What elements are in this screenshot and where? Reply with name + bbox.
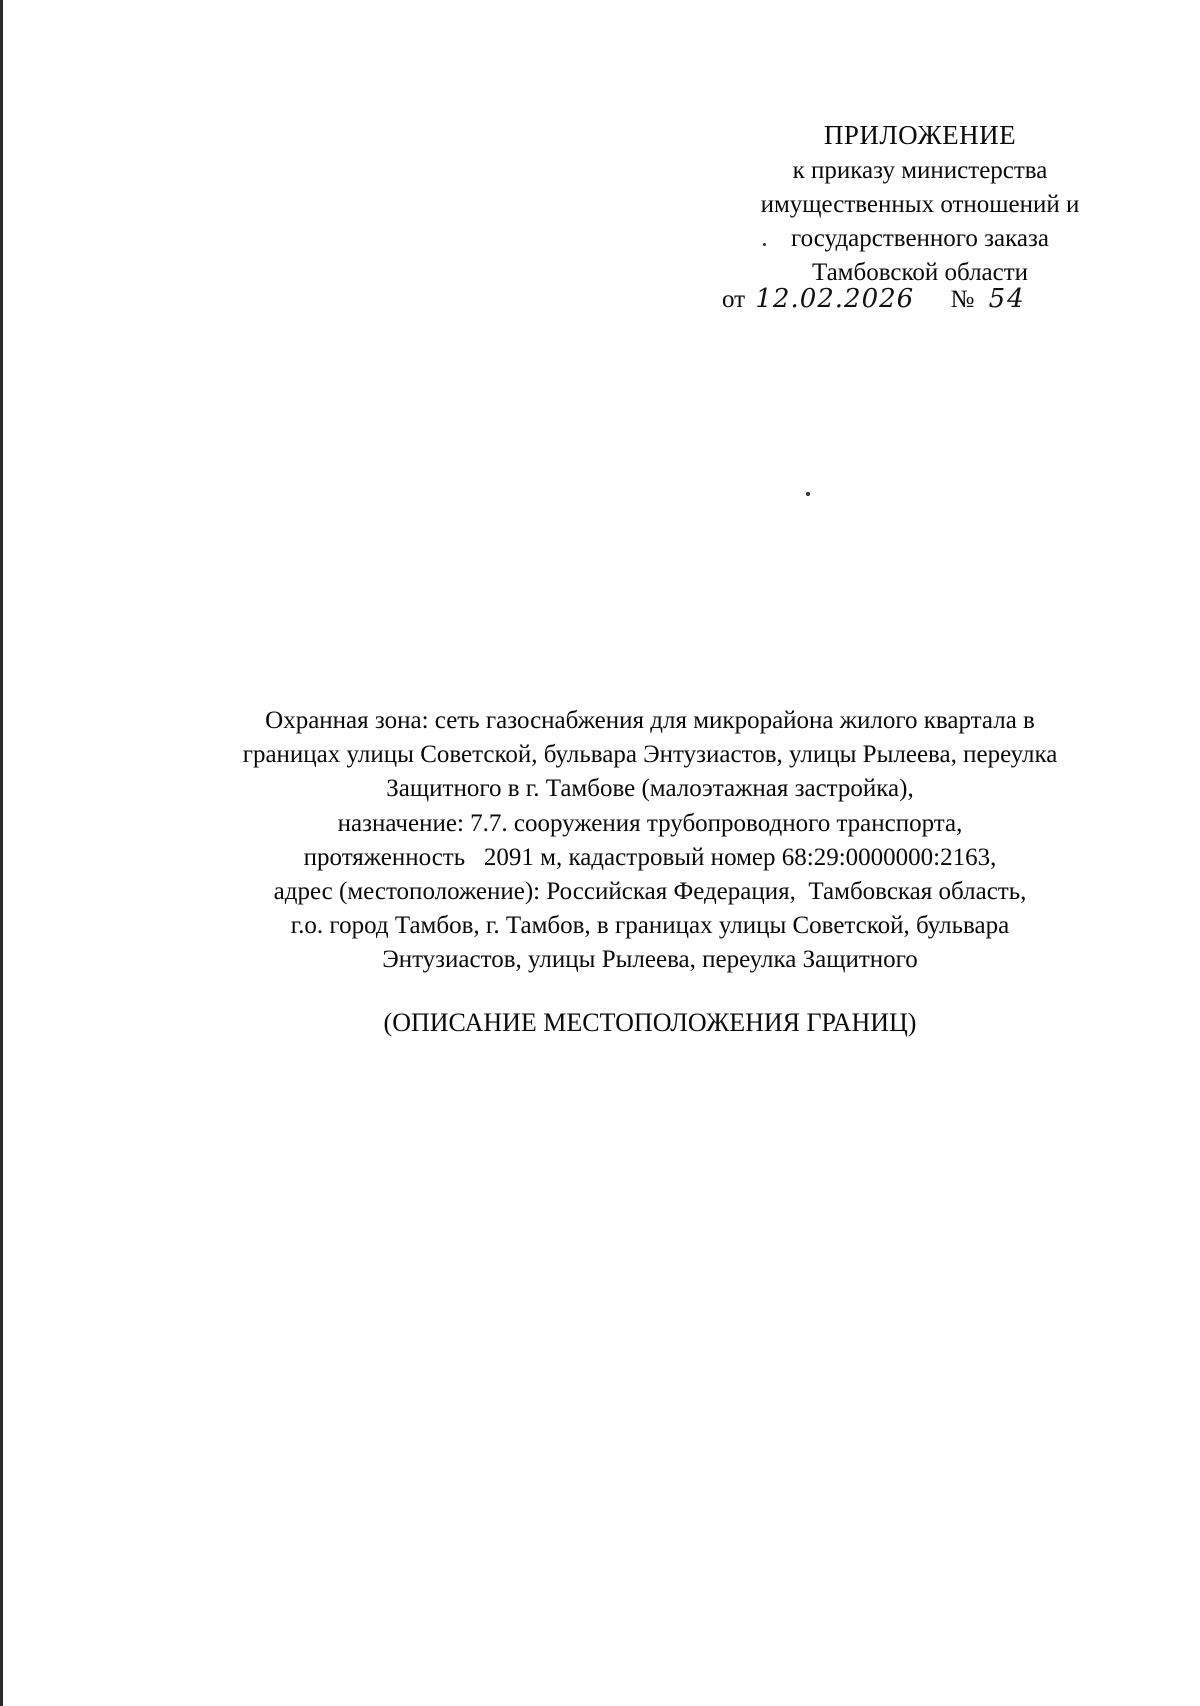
description-line: границах улицы Советской, бульвара Энтузиастов, улицы Рылеева, переулка	[242, 741, 1058, 769]
description-line: Энтузиастов, улицы Рылеева, переулка Защитного	[382, 946, 918, 974]
description-line: г.о. город Тамбов, г. Тамбов, в границах улицы Советской, бульвара	[290, 912, 1010, 940]
scan-speck	[806, 492, 810, 496]
description-line: протяженность 2091 м, кадастровый номер 68:29:0000000:2163,	[303, 843, 997, 871]
protected-zone-description	[120, 704, 1180, 978]
scan-speck	[763, 243, 766, 246]
number-sign: №	[950, 286, 975, 313]
appendix-line: к приказу министерства	[792, 157, 1048, 184]
order-reference	[722, 282, 1142, 317]
description-line: адрес (местоположение): Российская Федерация, Тамбовская область,	[273, 878, 1027, 906]
section-heading: (ОПИСАНИЕ МЕСТОПОЛОЖЕНИЯ ГРАНИЦ)	[383, 1008, 917, 1037]
order-number-handwritten: 54	[988, 284, 1026, 314]
scan-edge	[0, 0, 3, 1706]
order-date-handwritten: 12.02.2026	[755, 284, 915, 314]
description-line: Защитного в г. Тамбове (малоэтажная застройка),	[386, 775, 914, 803]
appendix-line: имущественных отношений и	[760, 191, 1080, 218]
description-line: Охранная зона: сеть газоснабжения для микрорайона жилого квартала в	[265, 707, 1035, 734]
appendix-line: государственного заказа	[791, 225, 1049, 252]
order-prefix: от	[722, 286, 746, 313]
appendix-line: Тамбовской области	[811, 259, 1029, 286]
description-line: назначение: 7.7. сооружения трубопроводного транспорта,	[337, 809, 963, 837]
appendix-title: ПРИЛОЖЕНИЕ	[823, 120, 1017, 150]
appendix-header	[700, 118, 1140, 290]
